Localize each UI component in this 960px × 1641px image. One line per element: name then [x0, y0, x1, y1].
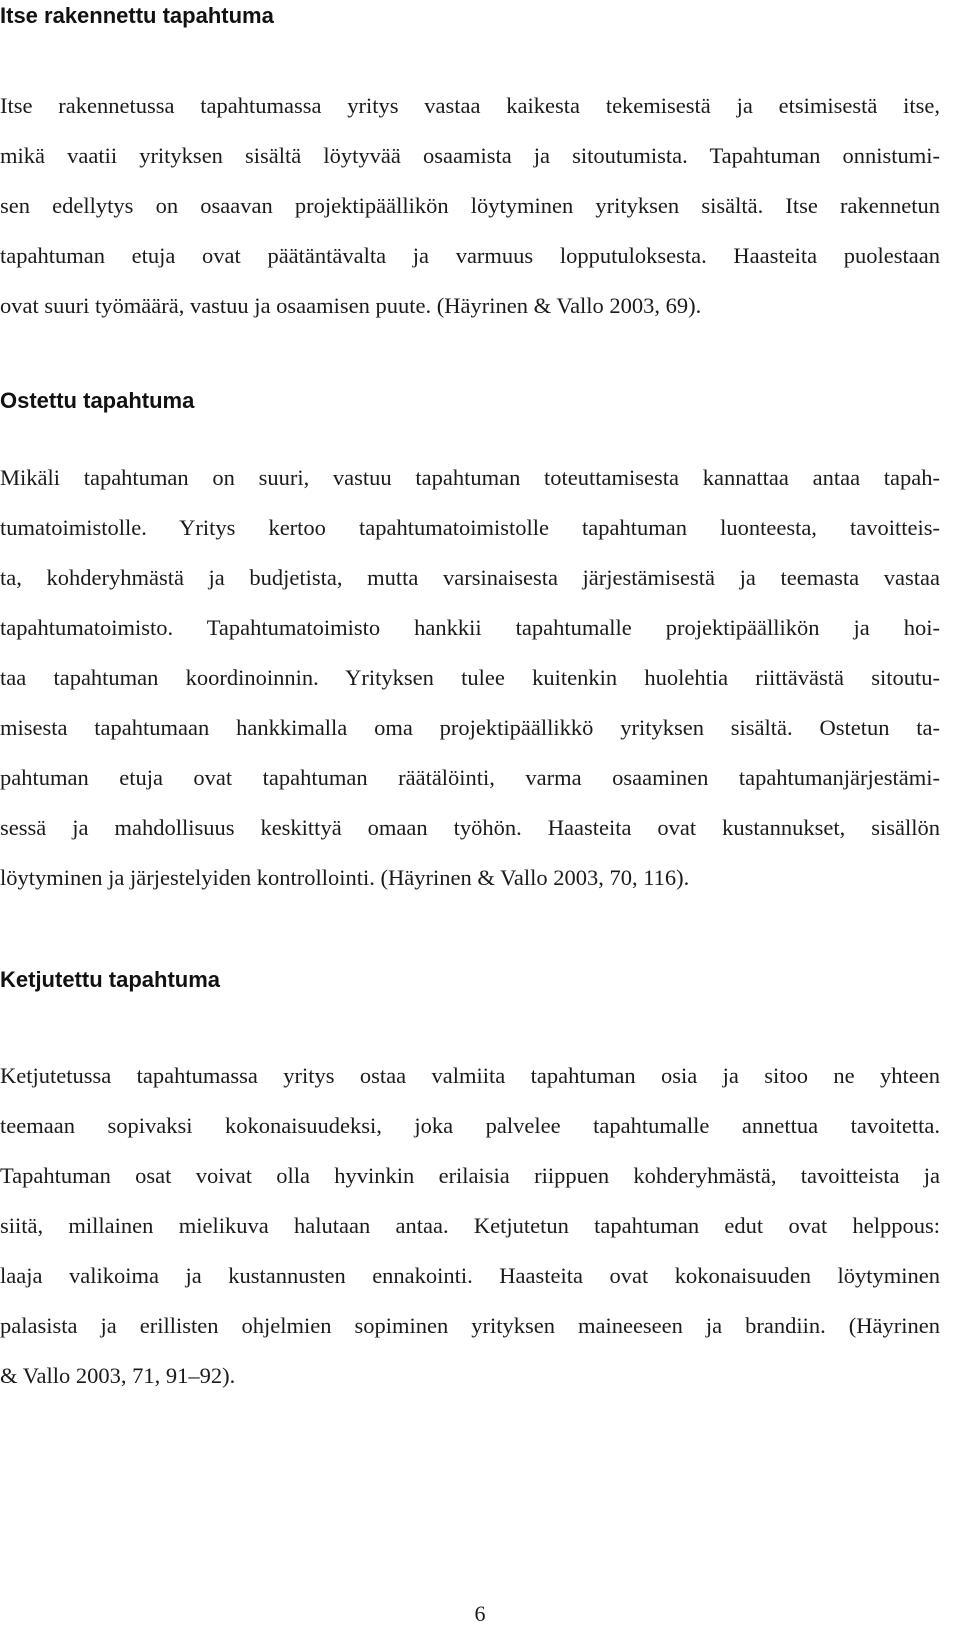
paragraph-line: tapahtumatoimisto. Tapahtumatoimisto hankkii tapahtumalle projektipäällikön ja hoi-: [0, 615, 940, 640]
paragraph-line: teemaan sopivaksi kokonaisuudeksi, joka palvelee tapahtumalle annettua tavoitetta.: [0, 1113, 940, 1138]
paragraph-line: misesta tapahtumaan hankkimalla oma projektipäällikkö yrityksen sisältä. Ostetun ta-: [0, 715, 940, 740]
paragraph-line: Ketjutetussa tapahtumassa yritys ostaa valmiita tapahtuman osia ja sitoo ne yhteen: [0, 1063, 940, 1088]
paragraph-line: löytyminen ja järjestelyiden kontrollointi. (Häyrinen & Vallo 2003, 70, 116).: [0, 865, 690, 890]
paragraph-line: palasista ja erillisten ohjelmien sopiminen yrityksen maineeseen ja brandiin. (Häyrinen: [0, 1313, 940, 1338]
paragraph-line: laaja valikoima ja kustannusten ennakointi. Haasteita ovat kokonaisuuden löytyminen: [0, 1263, 940, 1288]
paragraph-line: tapahtuman etuja ovat päätäntävalta ja varmuus lopputuloksesta. Haasteita puolestaan: [0, 243, 940, 268]
paragraph-line: Mikäli tapahtuman on suuri, vastuu tapahtuman toteuttamisesta kannattaa antaa tapah-: [0, 465, 940, 490]
page-number: 6: [474, 1601, 486, 1626]
paragraph-line: mikä vaatii yrityksen sisältä löytyvää osaamista ja sitoutumista. Tapahtuman onnistumi-: [0, 143, 940, 168]
section-paragraph-ketjutettu: [0, 1051, 940, 1401]
paragraph-line: siitä, millainen mielikuva halutaan antaa. Ketjutetun tapahtuman edut ovat helppous:: [0, 1213, 940, 1238]
paragraph-line: ta, kohderyhmästä ja budjetista, mutta varsinaisesta järjestämisestä ja teemasta vastaa: [0, 565, 940, 590]
section-heading-ostettu: Ostettu tapahtuma: [0, 388, 195, 413]
section-heading-itse-rakennettu: Itse rakennettu tapahtuma: [0, 3, 274, 28]
paragraph-line: taa tapahtuman koordinoinnin. Yrityksen tulee kuitenkin huolehtia riittävästä sitoutu-: [0, 665, 940, 690]
section-paragraph-ostettu: [0, 453, 940, 903]
paragraph-line: tumatoimistolle. Yritys kertoo tapahtumatoimistolle tapahtuman luonteesta, tavoitteis-: [0, 515, 940, 540]
paragraph-line: pahtuman etuja ovat tapahtuman räätälöinti, varma osaaminen tapahtumanjärjestämi-: [0, 765, 940, 790]
paragraph-line: Tapahtuman osat voivat olla hyvinkin erilaisia riippuen kohderyhmästä, tavoitteista ja: [0, 1163, 940, 1188]
paragraph-line: & Vallo 2003, 71, 91–92).: [0, 1363, 236, 1388]
section-paragraph-itse-rakennettu: [0, 81, 940, 331]
paragraph-line: ovat suuri työmäärä, vastuu ja osaamisen puute. (Häyrinen & Vallo 2003, 69).: [0, 293, 702, 318]
paragraph-line: sessä ja mahdollisuus keskittyä omaan työhön. Haasteita ovat kustannukset, sisällön: [0, 815, 940, 840]
section-heading-ketjutettu: Ketjutettu tapahtuma: [0, 967, 220, 992]
paragraph-line: sen edellytys on osaavan projektipäällikön löytyminen yrityksen sisältä. Itse rakennetun: [0, 193, 940, 218]
paragraph-line: Itse rakennetussa tapahtumassa yritys vastaa kaikesta tekemisestä ja etsimisestä itse,: [0, 93, 940, 118]
